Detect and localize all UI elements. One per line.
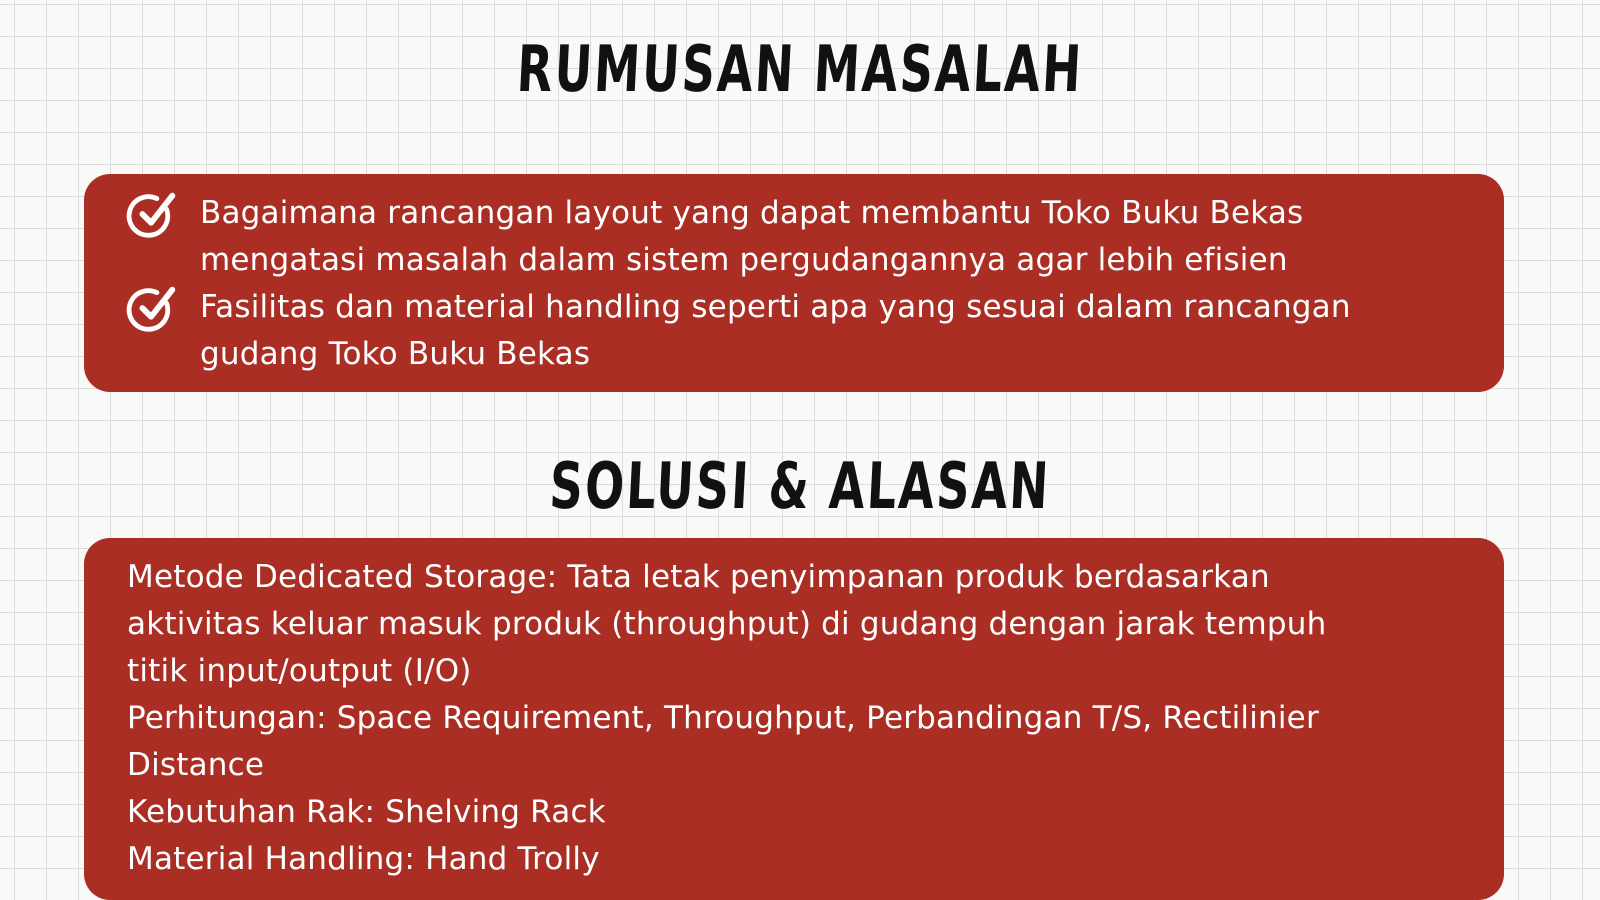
solution-line: Distance — [127, 747, 265, 783]
problem-item-line: Fasilitas dan material handling seperti apa yang sesuai dalam rancangan — [200, 289, 1351, 325]
check-circle-icon — [124, 186, 182, 244]
problem-item — [124, 284, 1464, 378]
problem-item — [124, 190, 1464, 284]
problem-item-text — [200, 284, 1351, 378]
problem-item-line: Bagaimana rancangan layout yang dapat membantu Toko Buku Bekas — [200, 195, 1304, 231]
problem-item-line: mengatasi masalah dalam sistem pergudangannya agar lebih efisien — [200, 242, 1288, 278]
problem-item-line: gudang Toko Buku Bekas — [200, 336, 591, 372]
solution-panel — [84, 538, 1504, 900]
solution-line: titik input/output (I/O) — [127, 653, 472, 689]
solution-line: Metode Dedicated Storage: Tata letak penyimpanan produk berdasarkan — [127, 559, 1270, 595]
problem-statement-panel — [84, 174, 1504, 392]
check-circle-icon — [124, 280, 182, 338]
section-title-solusi-alasan: SOLUSI & ALASAN — [547, 450, 1053, 524]
section-title-rumusan-masalah: RUMUSAN MASALAH — [515, 33, 1085, 107]
problem-item-text — [200, 190, 1303, 284]
solution-line: aktivitas keluar masuk produk (throughput) di gudang dengan jarak tempuh — [127, 606, 1327, 642]
solution-line: Perhitungan: Space Requirement, Throughput, Perbandingan T/S, Rectilinier — [127, 700, 1319, 736]
solution-line: Kebutuhan Rak: Shelving Rack — [127, 794, 606, 830]
solution-line: Material Handling: Hand Trolly — [127, 841, 600, 877]
